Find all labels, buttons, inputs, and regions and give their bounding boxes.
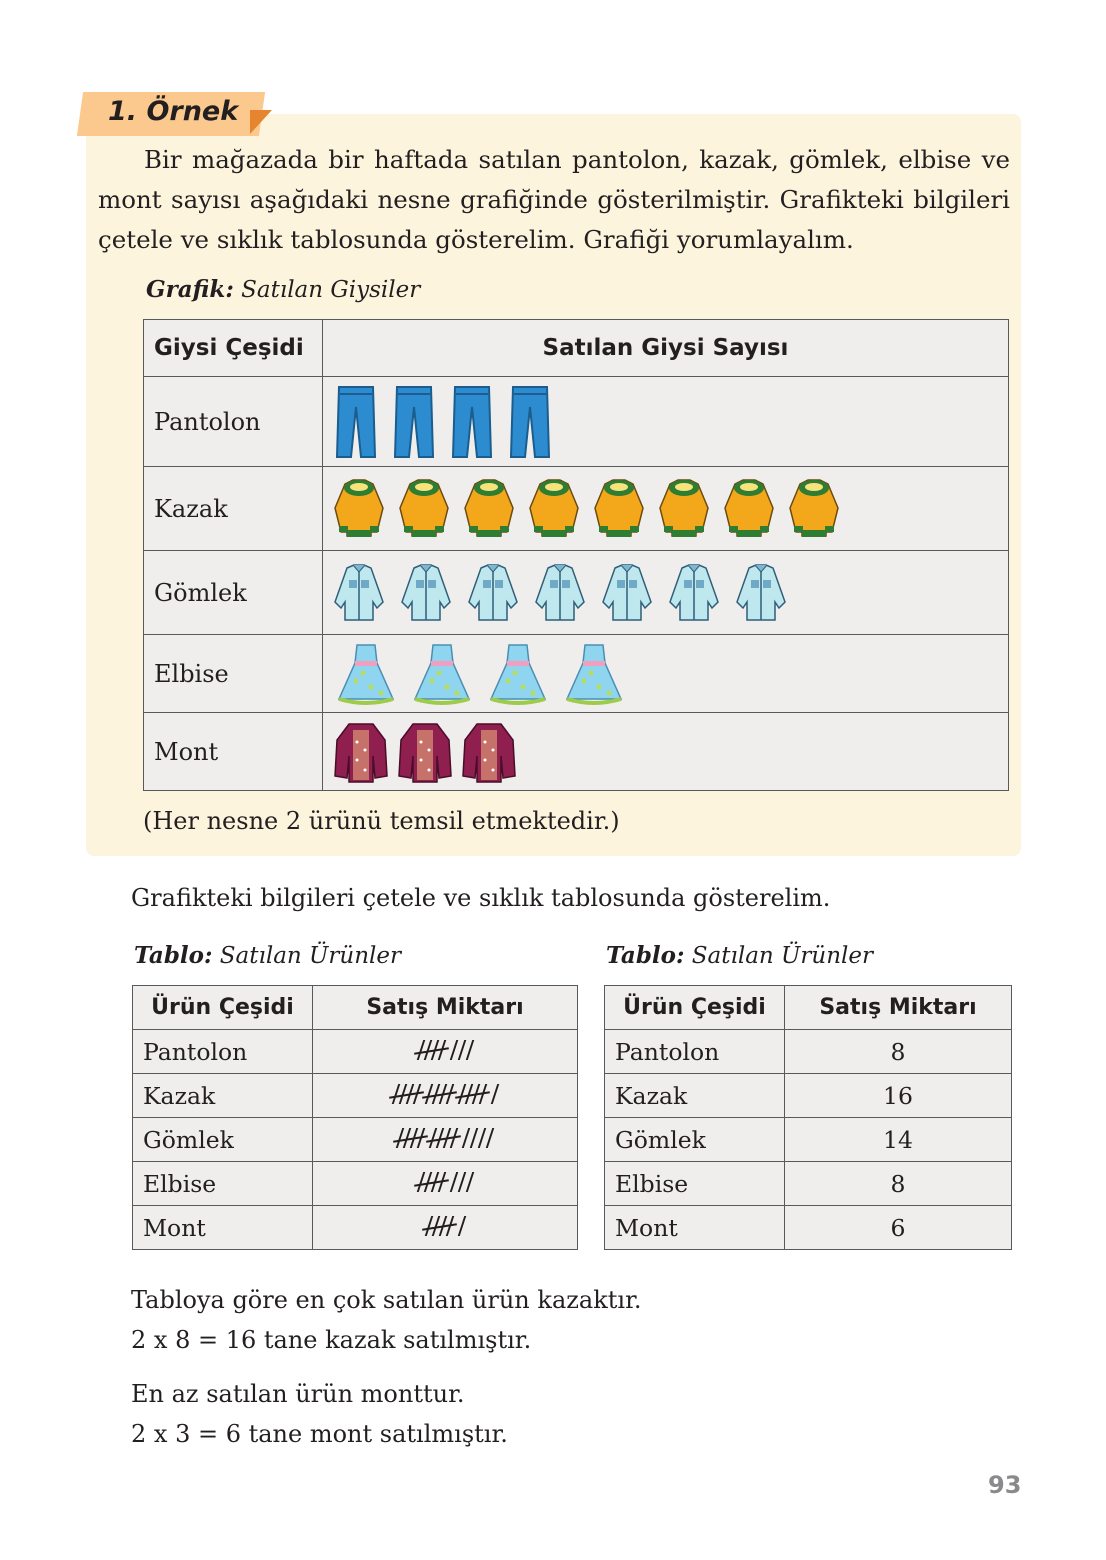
shirt-icon <box>599 577 655 605</box>
sweater-icon <box>786 493 842 521</box>
pictograph-row-label: Kazak <box>144 467 323 551</box>
freq-row-label: Elbise <box>605 1162 785 1206</box>
freq-row <box>605 1074 1012 1118</box>
pictograph-header-value: Satılan Giysi Sayısı <box>323 320 1009 377</box>
freq-header-category: Ürün Çeşidi <box>605 986 785 1030</box>
pictograph-row <box>144 713 1009 791</box>
dress-icon <box>483 658 553 686</box>
coat-icon <box>459 736 519 764</box>
freq-caption-title: Satılan Ürünler <box>684 943 874 969</box>
freq-header-amount: Satış Miktarı <box>785 986 1012 1030</box>
pants-icon <box>389 406 439 434</box>
freq-row-value: 8 <box>785 1030 1012 1074</box>
pictograph-row-icons <box>323 713 1009 791</box>
frequency-table <box>604 985 1012 1250</box>
pictograph-row-label: Mont <box>144 713 323 791</box>
pictograph-row-icons <box>323 635 1009 713</box>
conclusion-line-1: Tabloya göre en çok satılan ürün kazaktır. <box>131 1286 642 1314</box>
pictograph-row-icons <box>323 377 1009 467</box>
tally-caption-title: Satılan Ürünler <box>212 943 402 969</box>
pictograph-row-label: Gömlek <box>144 551 323 635</box>
graph-caption-title: Satılan Giysiler <box>233 277 421 303</box>
tally-single-marks <box>453 1040 471 1060</box>
conclusion-line-2: 2 x 8 = 16 tane kazak satılmıştır. <box>131 1326 532 1354</box>
tally-row <box>133 1074 578 1118</box>
pictograph-row-label: Elbise <box>144 635 323 713</box>
sweater-icon <box>526 493 582 521</box>
pictograph-table <box>143 319 1009 791</box>
pictograph-header-category: Giysi Çeşidi <box>144 320 323 377</box>
tally-single-marks <box>465 1128 491 1148</box>
pants-icon <box>331 406 381 434</box>
pants-icon <box>447 406 497 434</box>
freq-row-label: Kazak <box>605 1074 785 1118</box>
tally-group-of-five <box>432 1128 455 1148</box>
freq-row <box>605 1162 1012 1206</box>
lead-text: Grafikteki bilgileri çetele ve sıklık tablosunda gösterelim. <box>131 884 831 912</box>
freq-row-value: 8 <box>785 1162 1012 1206</box>
tally-single-marks <box>461 1216 463 1236</box>
graph-caption <box>146 276 420 303</box>
freq-row-label: Pantolon <box>605 1030 785 1074</box>
tally-row-label: Gömlek <box>133 1118 313 1162</box>
shirt-icon <box>666 577 722 605</box>
tally-header-category: Ürün Çeşidi <box>133 986 313 1030</box>
pictograph-key-note: (Her nesne 2 ürünü temsil etmektedir.) <box>143 807 620 835</box>
tally-table <box>132 985 578 1250</box>
pants-icon <box>505 406 555 434</box>
freq-caption-label: Tablo: <box>606 942 685 969</box>
freq-row-value: 6 <box>785 1206 1012 1250</box>
coat-icon <box>395 736 455 764</box>
example-title: 1. Örnek <box>108 96 239 127</box>
dress-icon <box>331 658 401 686</box>
freq-row <box>605 1206 1012 1250</box>
coat-icon <box>331 736 391 764</box>
tally-marks <box>313 1030 578 1074</box>
tally-group-of-five <box>420 1040 443 1060</box>
pictograph-row-icons <box>323 551 1009 635</box>
tally-row-label: Elbise <box>133 1162 313 1206</box>
tally-row <box>133 1030 578 1074</box>
sweater-icon <box>461 493 517 521</box>
tally-group-of-five <box>461 1084 484 1104</box>
tally-row-label: Kazak <box>133 1074 313 1118</box>
tally-row <box>133 1162 578 1206</box>
tally-row-label: Pantolon <box>133 1030 313 1074</box>
dress-icon <box>407 658 477 686</box>
pictograph-row <box>144 377 1009 467</box>
tally-row-label: Mont <box>133 1206 313 1250</box>
pictograph-row <box>144 635 1009 713</box>
sweater-icon <box>331 493 387 521</box>
tally-marks <box>313 1162 578 1206</box>
sweater-icon <box>396 493 452 521</box>
freq-row-value: 14 <box>785 1118 1012 1162</box>
freq-table-caption <box>606 942 873 969</box>
example-tag-fold <box>250 110 272 134</box>
tally-row <box>133 1206 578 1250</box>
pictograph-row <box>144 467 1009 551</box>
tally-table-caption <box>134 942 401 969</box>
freq-row <box>605 1030 1012 1074</box>
graph-caption-label: Grafik: <box>146 276 234 303</box>
freq-row <box>605 1118 1012 1162</box>
shirt-icon <box>398 577 454 605</box>
freq-row-label: Gömlek <box>605 1118 785 1162</box>
shirt-icon <box>331 577 387 605</box>
pictograph-row-label: Pantolon <box>144 377 323 467</box>
shirt-icon <box>733 577 789 605</box>
sweater-icon <box>721 493 777 521</box>
conclusion-line-4: 2 x 3 = 6 tane mont satılmıştır. <box>131 1420 508 1448</box>
tally-group-of-five <box>428 1216 451 1236</box>
conclusion-line-3: En az satılan ürün monttur. <box>131 1380 465 1408</box>
tally-group-of-five <box>420 1172 443 1192</box>
page-number: 93 <box>988 1471 1022 1499</box>
tally-caption-label: Tablo: <box>134 942 213 969</box>
sweater-icon <box>656 493 712 521</box>
sweater-icon <box>591 493 647 521</box>
tally-marks <box>313 1118 578 1162</box>
tally-group-of-five <box>428 1084 451 1104</box>
tally-header-amount: Satış Miktarı <box>313 986 578 1030</box>
example-intro: Bir mağazada bir haftada satılan pantolon, kazak, gömlek, elbise ve mont sayısı aşağıdaki nesne grafiğinde gösterilmiştir. Grafikteki bilgileri çetele ve sıklık tablosunda gösterelim. Grafiği yorumlayalım. <box>98 145 1010 254</box>
tally-row <box>133 1118 578 1162</box>
shirt-icon <box>465 577 521 605</box>
freq-row-value: 16 <box>785 1074 1012 1118</box>
tally-group-of-five <box>399 1128 422 1148</box>
dress-icon <box>559 658 629 686</box>
pictograph-row <box>144 551 1009 635</box>
tally-single-marks <box>453 1172 471 1192</box>
shirt-icon <box>532 577 588 605</box>
tally-single-marks <box>494 1084 496 1104</box>
tally-marks <box>313 1074 578 1118</box>
tally-marks <box>313 1206 578 1250</box>
pictograph-row-icons <box>323 467 1009 551</box>
freq-row-label: Mont <box>605 1206 785 1250</box>
tally-group-of-five <box>395 1084 418 1104</box>
